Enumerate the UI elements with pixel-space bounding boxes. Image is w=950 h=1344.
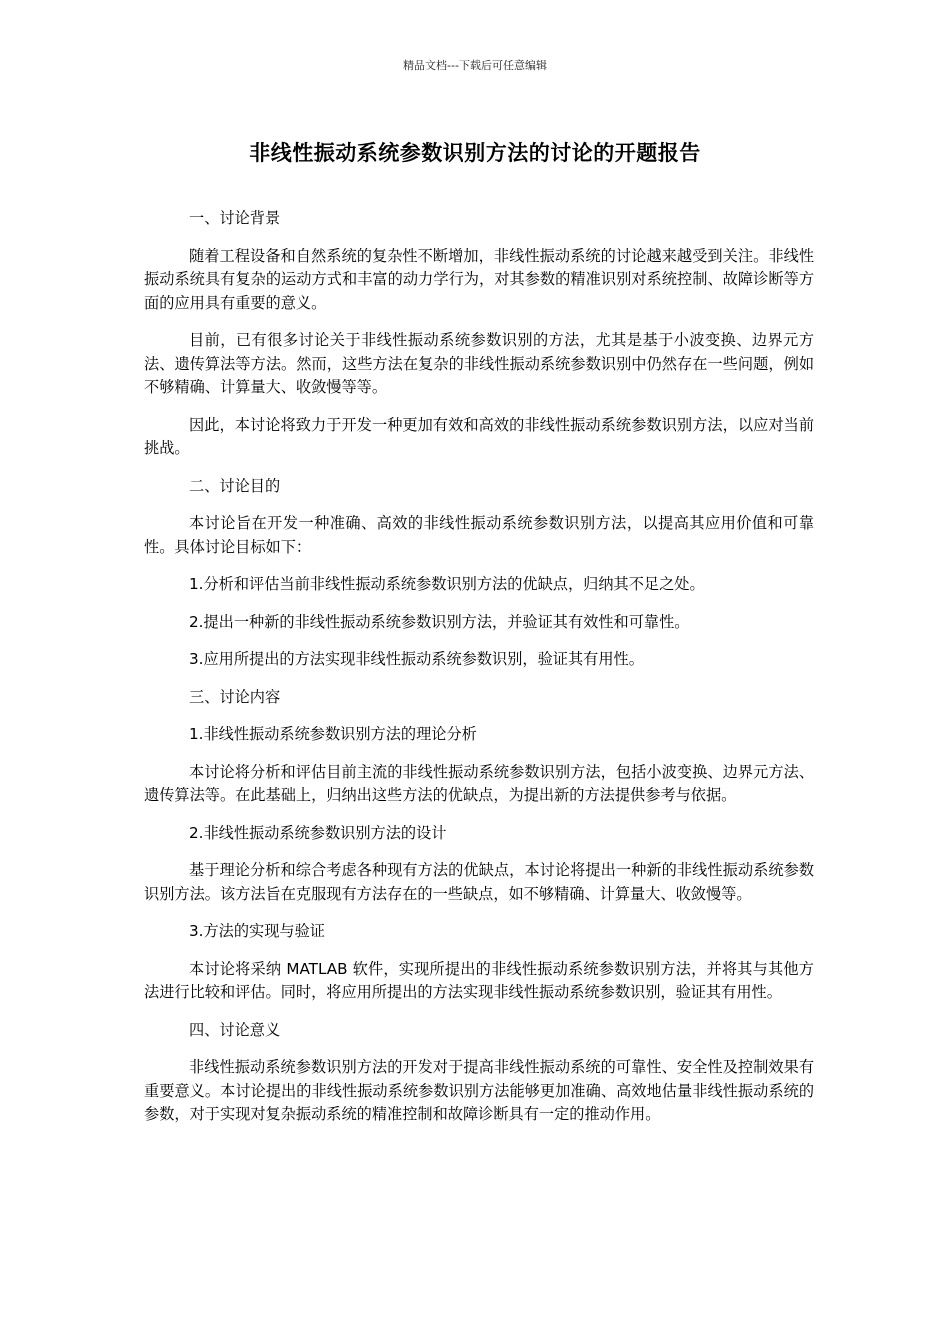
page-header: 精品文档---下载后可任意编辑 bbox=[403, 59, 547, 72]
paragraph: 因此，本讨论将致力于开发一种更加有效和高效的非线性振动系统参数识别方法，以应对当前挑战。 bbox=[144, 415, 814, 457]
subsection-heading: 3.方法的实现与验证 bbox=[189, 922, 325, 940]
paragraph: 本讨论旨在开发一种准确、高效的非线性振动系统参数识别方法，以提高其应用价值和可靠性。具体讨论目标如下： bbox=[144, 514, 814, 556]
subsection-heading: 2.非线性振动系统参数识别方法的设计 bbox=[189, 823, 447, 842]
document-title: 非线性振动系统参数识别方法的讨论的开题报告 bbox=[249, 141, 701, 165]
section-heading-purpose: 二、讨论目的 bbox=[189, 476, 281, 495]
section-heading-background: 一、讨论背景 bbox=[189, 209, 281, 227]
paragraph: 非线性振动系统参数识别方法的开发对于提高非线性振动系统的可靠性、安全性及控制效果有重要意义。本讨论提出的非线性振动系统参数识别方法能够更加准确、高效地估量非线性振动系统的参数，对于实现对复杂振动系统的精准控制和故障诊断具有一定的推动作用。 bbox=[144, 1058, 814, 1123]
list-item: 1.分析和评估当前非线性振动系统参数识别方法的优缺点，归纳其不足之处。 bbox=[189, 575, 705, 593]
list-item: 3.应用所提出的方法实现非线性振动系统参数识别，验证其有用性。 bbox=[189, 650, 644, 668]
section-heading-content: 三、讨论内容 bbox=[189, 687, 281, 706]
paragraph: 基于理论分析和综合考虑各种现有方法的优缺点，本讨论将提出一种新的非线性振动系统参数识别方法。该方法旨在克服现有方法存在的一些缺点，如不够精确、计算量大、收敛慢等。 bbox=[144, 861, 814, 903]
document-body bbox=[144, 207, 814, 1141]
paragraph: 本讨论将分析和评估目前主流的非线性振动系统参数识别方法，包括小波变换、边界元方法、遗传算法等。在此基础上，归纳出这些方法的优缺点，为提出新的方法提供参考与依据。 bbox=[144, 762, 814, 804]
paragraph: 本讨论将采纳 MATLAB 软件，实现所提出的非线性振动系统参数识别方法，并将其与其他方法进行比较和评估。同时，将应用所提出的方法实现非线性振动系统参数识别，验证其有用性。 bbox=[144, 959, 814, 1001]
section-heading-significance: 四、讨论意义 bbox=[189, 1020, 281, 1039]
paragraph: 目前，已有很多讨论关于非线性振动系统参数识别的方法，尤其是基于小波变换、边界元方法、遗传算法等方法。然而，这些方法在复杂的非线性振动系统参数识别中仍然存在一些问题，例如不够精确、计算量大、收敛慢等等。 bbox=[144, 331, 814, 396]
list-item: 2.提出一种新的非线性振动系统参数识别方法，并验证其有效性和可靠性。 bbox=[189, 612, 690, 631]
paragraph: 随着工程设备和自然系统的复杂性不断增加，非线性振动系统的讨论越来越受到关注。非线性振动系统具有复杂的运动方式和丰富的动力学行为，对其参数的精准识别对系统控制、故障诊断等方面的应用具有重要的意义。 bbox=[144, 246, 814, 312]
subsection-heading: 1.非线性振动系统参数识别方法的理论分析 bbox=[189, 725, 477, 743]
